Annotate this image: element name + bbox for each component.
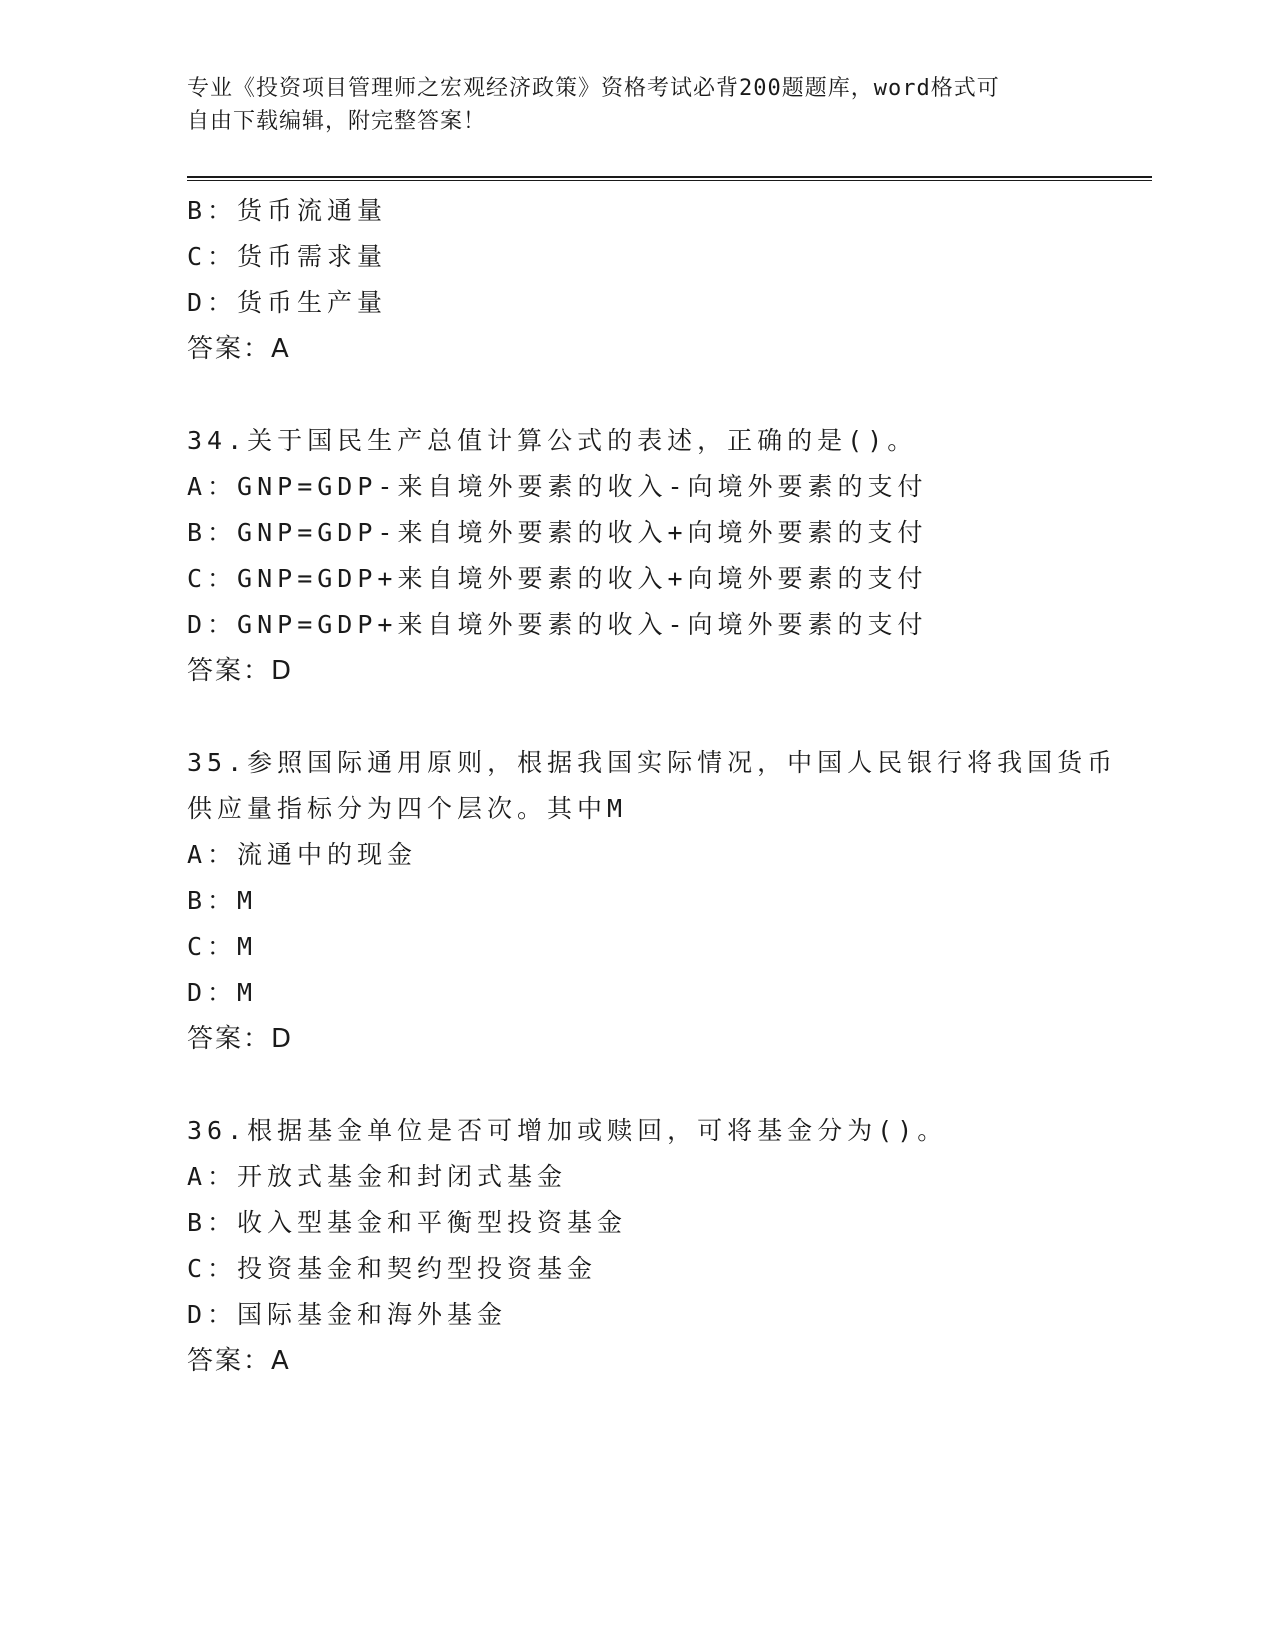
option-b: B：M	[187, 886, 258, 915]
question-33-tail	[187, 188, 1147, 372]
question-stem: 34.关于国民生产总值计算公式的表述，正确的是()。	[187, 426, 918, 455]
option-b: B：收入型基金和平衡型投资基金	[187, 1208, 628, 1237]
question-36	[187, 1108, 1147, 1384]
option-b: B：GNP=GDP-来自境外要素的收入+向境外要素的支付	[187, 518, 928, 547]
option-d: D：M	[187, 978, 258, 1007]
question-stem-line-1: 35.参照国际通用原则，根据我国实际情况，中国人民银行将我国货币	[187, 748, 1118, 777]
option-a: A：GNP=GDP-来自境外要素的收入-向境外要素的支付	[187, 472, 928, 501]
question-stem: 36.根据基金单位是否可增加或赎回，可将基金分为()。	[187, 1116, 948, 1145]
option-d: D：GNP=GDP+来自境外要素的收入-向境外要素的支付	[187, 610, 928, 639]
option-c: C：投资基金和契约型投资基金	[187, 1254, 598, 1283]
page-header	[187, 72, 1087, 138]
spacer	[187, 372, 1147, 418]
answer: 答案：D	[187, 1024, 294, 1054]
option-d: D：货币生产量	[187, 288, 388, 317]
question-35	[187, 740, 1147, 1062]
question-stem-line-2: 供应量指标分为四个层次。其中M	[187, 794, 628, 823]
answer: 答案：D	[187, 656, 294, 686]
answer: 答案：A	[187, 1346, 291, 1376]
header-divider	[187, 176, 1152, 181]
option-a: A：开放式基金和封闭式基金	[187, 1162, 568, 1191]
option-c: C：M	[187, 932, 258, 961]
question-list	[187, 188, 1147, 1384]
option-c: C：货币需求量	[187, 242, 388, 271]
option-a: A：流通中的现金	[187, 840, 418, 869]
answer: 答案：A	[187, 334, 291, 364]
spacer	[187, 694, 1147, 740]
header-line-2: 自由下载编辑，附完整答案！	[187, 109, 487, 134]
option-b: B：货币流通量	[187, 196, 388, 225]
option-d: D：国际基金和海外基金	[187, 1300, 508, 1329]
header-line-1: 专业《投资项目管理师之宏观经济政策》资格考试必背200题题库，word格式可	[187, 76, 1000, 101]
spacer	[187, 1062, 1147, 1108]
question-34	[187, 418, 1147, 694]
option-c: C：GNP=GDP+来自境外要素的收入+向境外要素的支付	[187, 564, 928, 593]
